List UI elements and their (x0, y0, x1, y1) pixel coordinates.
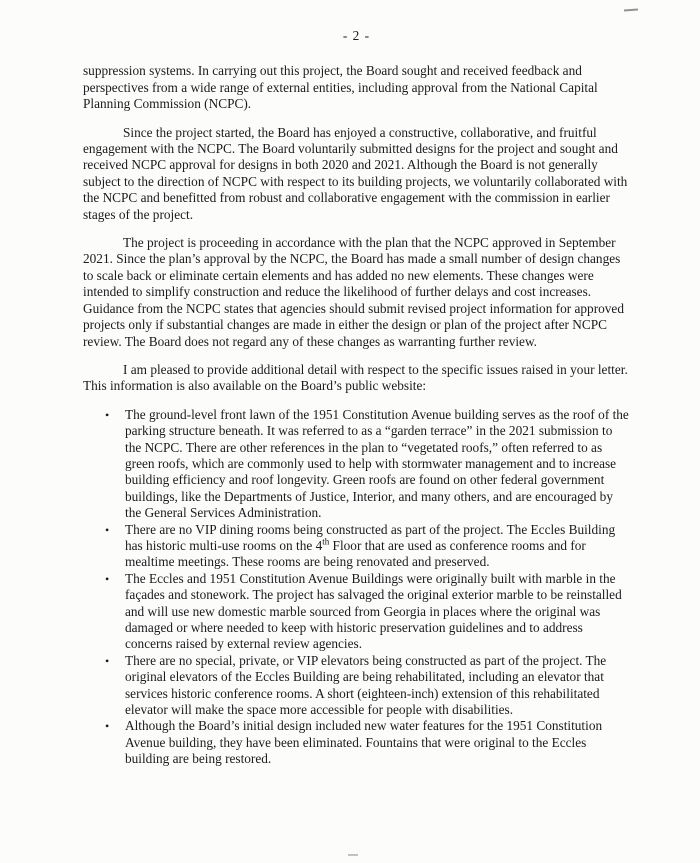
bullet-icon: • (105, 522, 110, 537)
paragraph: Since the project started, the Board has enjoyed a constructive, collaborative, and fruitful engagement with the NCPC. The Board voluntarily submitted designs for the project and sought and received NCPC approval for designs in both 2020 and 2021. Although the Board is not generally subject to the direction of NCPC with respect to its building projects, we voluntarily collaborated with the NCPC and benefitted from robust and collaborative engagement with the commission in earlier stages of the project. (83, 124, 628, 222)
page-number: - 2 - (342, 28, 371, 43)
bullet-list (105, 407, 630, 768)
bullet-icon: • (105, 571, 110, 586)
scan-artifact (348, 854, 358, 856)
scan-artifact (624, 9, 638, 12)
paragraph-continuation: suppression systems. In carrying out this project, the Board sought and received feedback and perspectives from a wide range of external entities, including approval from the National Capital Planning Commission (NCPC). (83, 63, 598, 112)
list-item (105, 407, 630, 522)
bullet-text: Although the Board’s initial design included new water features for the 1951 Constitution Avenue building, they have been eliminated. Fountains that were original to the Eccles building are being restored. (125, 718, 603, 767)
bullet-text-pre: There are no VIP dining rooms being constructed as part of the project. The Eccles Building has historic multi-use rooms on the 4 (125, 521, 616, 553)
bullet-text-post: Floor that are used as conference rooms and for mealtime meetings. These rooms are being renovated and preserved. (125, 537, 586, 570)
list-item (105, 571, 630, 653)
list-item (105, 718, 630, 767)
paragraph: I am pleased to provide additional detail with respect to the specific issues raised in your letter. This information is also available on the Board’s public website: (83, 361, 628, 394)
list-item (105, 653, 630, 719)
ordinal-superscript: th (322, 536, 330, 547)
bullet-text: The ground-level front lawn of the 1951 Constitution Avenue building serves as the roof of the parking structure beneath. It was referred to as a “garden terrace” in the 2021 submission to the NCPC. There are other references in the plan to “vegetated roofs,” often referred to as green roofs, which are commonly used to help with stormwater management and to increase building efficiency and roof longevity. Green roofs are found on other federal government buildings, like the Departments of Justice, Interior, and many others, and are encouraged by the General Services Administration. (125, 406, 629, 521)
list-item (105, 522, 630, 571)
bullet-icon: • (105, 653, 110, 668)
bullet-icon: • (105, 407, 110, 422)
bullet-text: The Eccles and 1951 Constitution Avenue Buildings were originally built with marble in the façades and stonework. The project has salvaged the original exterior marble to be reinstalled and will use new domestic marble sourced from Georgia in places where the original was damaged or where needed to keep with historic preservation guidelines and to address concerns raised by external review agencies. (125, 570, 622, 652)
paragraph: The project is proceeding in accordance with the plan that the NCPC approved in September 2021. Since the plan’s approval by the NCPC, the Board has made a small number of design changes to scale back or eliminate certain elements and has added no new elements. These changes were intended to simplify construction and reduce the likelihood of further delays and cost increases. Guidance from the NCPC states that agencies should submit revised project information for approved projects only if substantial changes are made in either the design or plan of the project after NCPC review. The Board does not regard any of these changes as warranting further review. (83, 235, 624, 349)
bullet-icon: • (105, 719, 110, 734)
bullet-text (125, 522, 630, 571)
bullet-text: There are no special, private, or VIP elevators being constructed as part of the project. The original elevators of the Eccles Building are being rehabilitated, including an elevator that services historic conference rooms. A short (eighteen-inch) extension of this rehabilitated elevator will make the space more accessible for people with disabilities. (125, 652, 607, 718)
